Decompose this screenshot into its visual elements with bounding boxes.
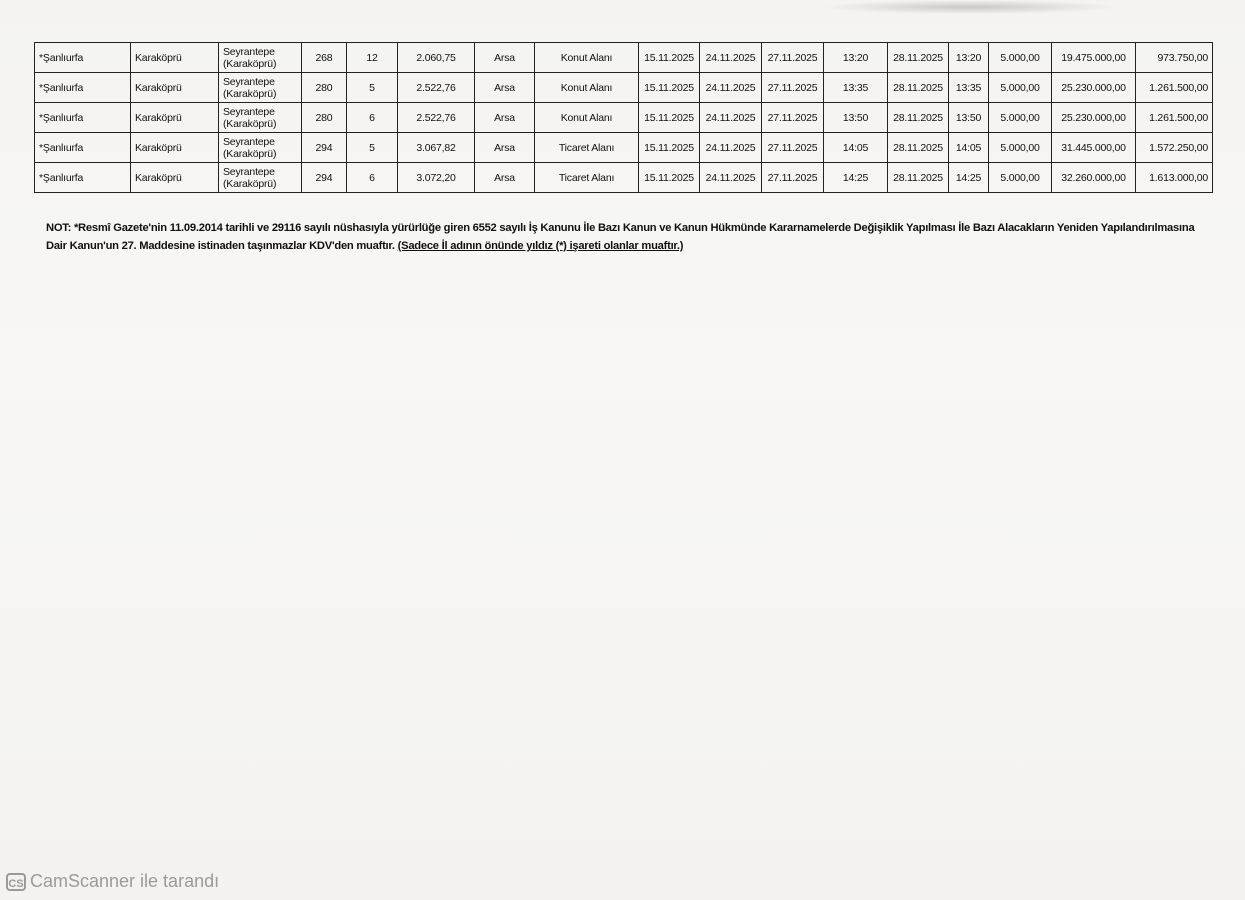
cell-basvuru-baslangic: 24.11.2025 — [700, 43, 762, 73]
cell-saat: 13:50 — [824, 103, 888, 133]
cell-saat: 13:20 — [824, 43, 888, 73]
cell-mahalle: Seyrantepe (Karaköprü) — [219, 73, 302, 103]
cell-ihale-saati: 13:50 — [949, 103, 989, 133]
cell-parsel: 6 — [347, 103, 398, 133]
cell-ihale-saati: 13:20 — [949, 43, 989, 73]
cell-saat: 13:35 — [824, 73, 888, 103]
cell-teminat: 1.572.250,00 — [1136, 133, 1213, 163]
cell-parsel: 12 — [347, 43, 398, 73]
cell-ihale-tarihi: 28.11.2025 — [888, 43, 949, 73]
cell-muhammen-bedel: 19.475.000,00 — [1052, 43, 1136, 73]
cell-basvuru-son: 27.11.2025 — [762, 43, 824, 73]
cell-il: *Şanlıurfa — [35, 163, 131, 193]
cell-mahalle: Seyrantepe (Karaköprü) — [219, 103, 302, 133]
cell-sartname-bedeli: 5.000,00 — [989, 73, 1052, 103]
cell-imar: Konut Alanı — [535, 103, 639, 133]
cell-parsel: 6 — [347, 163, 398, 193]
cell-ada: 280 — [302, 73, 347, 103]
cell-il: *Şanlıurfa — [35, 73, 131, 103]
cell-teminat: 1.261.500,00 — [1136, 103, 1213, 133]
table-row — [35, 163, 1213, 193]
cell-ada: 294 — [302, 163, 347, 193]
cell-sartname-bedeli: 5.000,00 — [989, 133, 1052, 163]
cell-ilce: Karaköprü — [131, 163, 219, 193]
cell-yuzolcum: 2.060,75 — [398, 43, 475, 73]
cell-parsel: 5 — [347, 73, 398, 103]
cell-teminat: 973.750,00 — [1136, 43, 1213, 73]
cell-ada: 280 — [302, 103, 347, 133]
cell-basvuru-son: 27.11.2025 — [762, 103, 824, 133]
camscanner-logo-icon: CS — [6, 873, 26, 891]
cell-cinsi: Arsa — [475, 73, 535, 103]
cell-il: *Şanlıurfa — [35, 43, 131, 73]
watermark-text: CamScanner ile tarandı — [30, 871, 220, 891]
cell-imar: Konut Alanı — [535, 73, 639, 103]
camscanner-watermark — [6, 871, 219, 892]
cell-ihale-tarihi: 28.11.2025 — [888, 133, 949, 163]
cell-ilce: Karaköprü — [131, 133, 219, 163]
cell-mahalle: Seyrantepe (Karaköprü) — [219, 133, 302, 163]
cell-ilan-tarihi: 15.11.2025 — [639, 103, 700, 133]
note-underlined: (Sadece İl adının önünde yıldız (*) işareti olanlar muaftır.) — [397, 240, 684, 252]
cell-yuzolcum: 3.067,82 — [398, 133, 475, 163]
cell-ilan-tarihi: 15.11.2025 — [639, 73, 700, 103]
cell-saat: 14:25 — [824, 163, 888, 193]
cell-cinsi: Arsa — [475, 103, 535, 133]
cell-parsel: 5 — [347, 133, 398, 163]
cell-yuzolcum: 2.522,76 — [398, 73, 475, 103]
cell-muhammen-bedel: 31.445.000,00 — [1052, 133, 1136, 163]
table-row — [35, 73, 1213, 103]
cell-ilan-tarihi: 15.11.2025 — [639, 43, 700, 73]
cell-imar: Ticaret Alanı — [535, 163, 639, 193]
note-text: NOT: *Resmî Gazete'nin 11.09.2014 tarihli ve 29116 sayılı nüshasıyla yürürlüğe giren 6552 sayılı İş Kanunu İle Bazı Kanun ve Kanun Hükmünde Kararnamelerde Değişiklik Yapılması İle Bazı Alacakların Yeniden Yapılandırılmasına Dair Kanun'un 27. Maddesine istinaden taşınmazlar KDV'den muaftır. — [46, 222, 1195, 252]
cell-teminat: 1.261.500,00 — [1136, 73, 1213, 103]
cell-cinsi: Arsa — [475, 43, 535, 73]
cell-ada: 294 — [302, 133, 347, 163]
cell-mahalle: Seyrantepe (Karaköprü) — [219, 163, 302, 193]
cell-ilan-tarihi: 15.11.2025 — [639, 133, 700, 163]
auction-table — [34, 42, 1213, 193]
cell-yuzolcum: 2.522,76 — [398, 103, 475, 133]
cell-basvuru-baslangic: 24.11.2025 — [700, 103, 762, 133]
cell-sartname-bedeli: 5.000,00 — [989, 103, 1052, 133]
cell-basvuru-son: 27.11.2025 — [762, 73, 824, 103]
cell-basvuru-son: 27.11.2025 — [762, 163, 824, 193]
note-paragraph — [46, 219, 1216, 255]
cell-cinsi: Arsa — [475, 163, 535, 193]
cell-basvuru-baslangic: 24.11.2025 — [700, 73, 762, 103]
cell-ihale-saati: 14:25 — [949, 163, 989, 193]
cell-il: *Şanlıurfa — [35, 103, 131, 133]
cell-teminat: 1.613.000,00 — [1136, 163, 1213, 193]
cell-basvuru-son: 27.11.2025 — [762, 133, 824, 163]
cell-ada: 268 — [302, 43, 347, 73]
cell-imar: Konut Alanı — [535, 43, 639, 73]
cell-ilce: Karaköprü — [131, 103, 219, 133]
cell-ilce: Karaköprü — [131, 43, 219, 73]
cell-imar: Ticaret Alanı — [535, 133, 639, 163]
cell-sartname-bedeli: 5.000,00 — [989, 163, 1052, 193]
cell-ihale-saati: 13:35 — [949, 73, 989, 103]
table-row — [35, 43, 1213, 73]
cell-ihale-tarihi: 28.11.2025 — [888, 163, 949, 193]
cell-ilce: Karaköprü — [131, 73, 219, 103]
cell-mahalle: Seyrantepe (Karaköprü) — [219, 43, 302, 73]
cell-il: *Şanlıurfa — [35, 133, 131, 163]
cell-ihale-saati: 14:05 — [949, 133, 989, 163]
cell-basvuru-baslangic: 24.11.2025 — [700, 133, 762, 163]
cell-ilan-tarihi: 15.11.2025 — [639, 163, 700, 193]
cell-muhammen-bedel: 32.260.000,00 — [1052, 163, 1136, 193]
cell-sartname-bedeli: 5.000,00 — [989, 43, 1052, 73]
table-row — [35, 103, 1213, 133]
table-row — [35, 133, 1213, 163]
cell-muhammen-bedel: 25.230.000,00 — [1052, 103, 1136, 133]
cell-ihale-tarihi: 28.11.2025 — [888, 73, 949, 103]
cell-cinsi: Arsa — [475, 133, 535, 163]
cell-yuzolcum: 3.072,20 — [398, 163, 475, 193]
table-body — [35, 43, 1213, 193]
cell-muhammen-bedel: 25.230.000,00 — [1052, 73, 1136, 103]
cell-basvuru-baslangic: 24.11.2025 — [700, 163, 762, 193]
cell-ihale-tarihi: 28.11.2025 — [888, 103, 949, 133]
scan-smudge — [820, 0, 1120, 14]
cell-saat: 14:05 — [824, 133, 888, 163]
